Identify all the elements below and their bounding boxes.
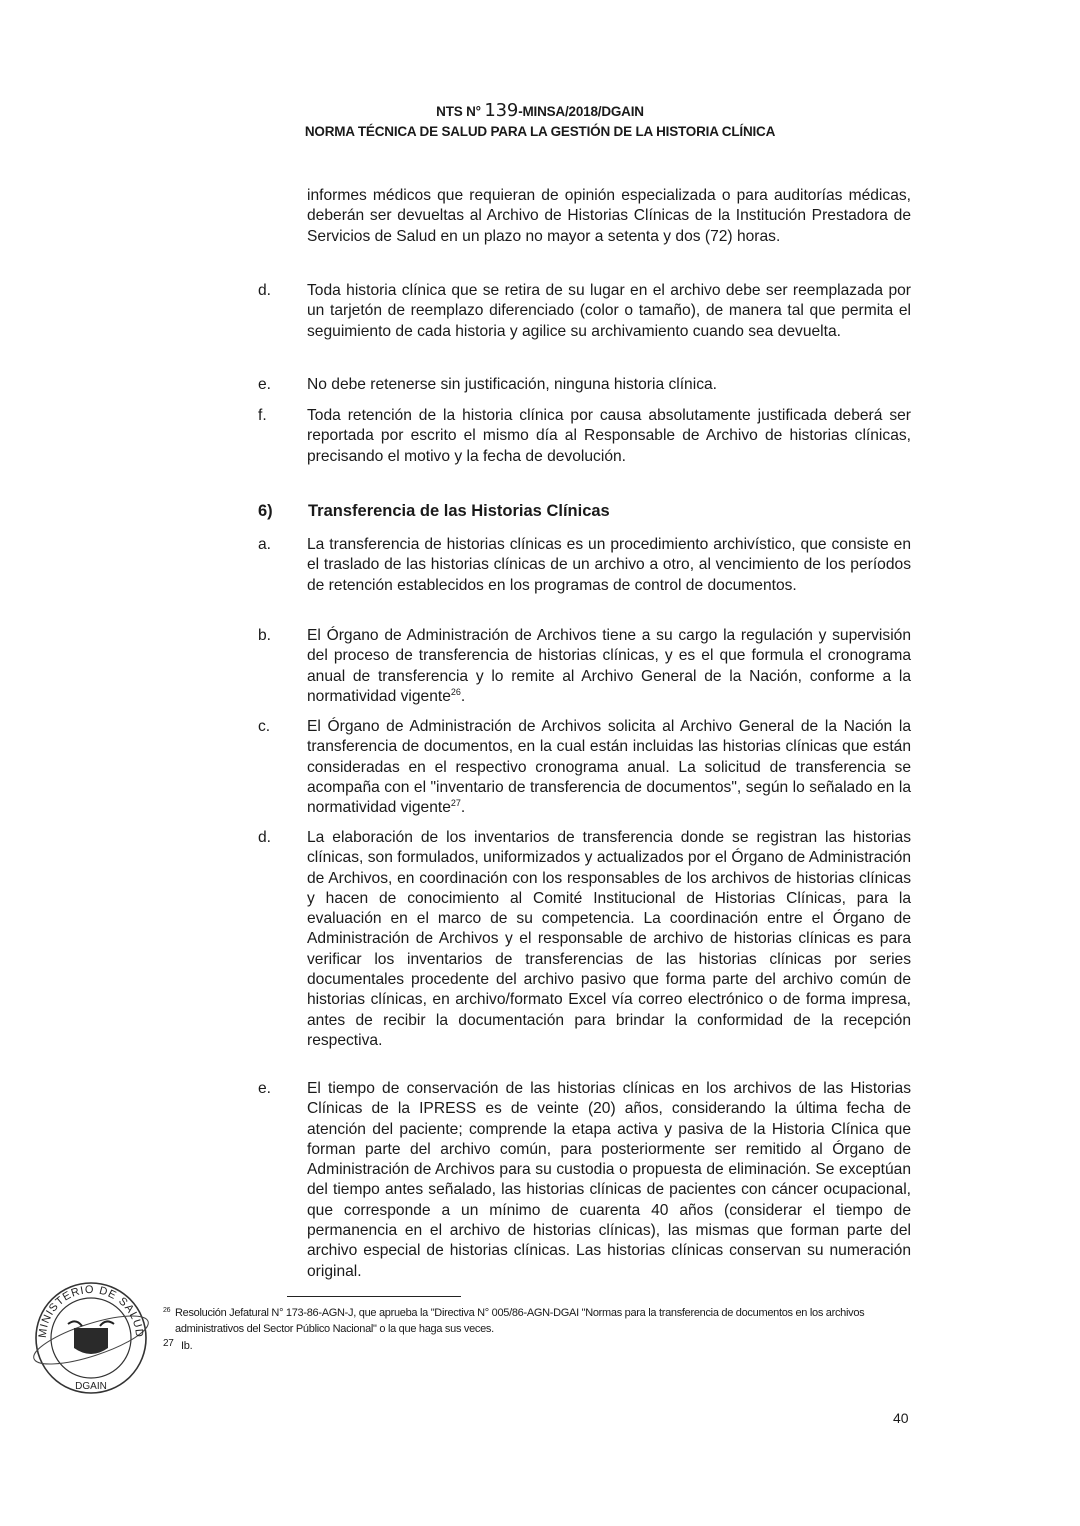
footnote-ref-27[interactable]: 27	[450, 798, 461, 808]
list-item-e: e. No debe retenerse sin justificación, ninguna historia clínica.	[258, 376, 717, 393]
svg-text:DGAIN: DGAIN	[75, 1381, 107, 1392]
footnote-26: 26 Resolución Jefatural N° 173-86-AGN-J, que aprueba la "Directiva N° 005/86-AGN-DGAI "Normas para la transferencia de documentos en los archivos administrativos del Sector Público Nacional" o la que haga sus veces.	[163, 1307, 865, 1335]
section-item-b: b. El Órgano de Administración de Archivos tiene a su cargo la regulación y supervisión del proceso de transferencia de historias clínicas, y es el que formula el cronograma anual de transferencia y lo remite al Archivo General de la Nación, conforme a la normatividad vigente$^{26}$.	[258, 627, 911, 705]
section-item-d: d. La elaboración de los inventarios de transferencia donde se registran las historias clínicas, son formulados, uniformizados y actualizados por el Órgano de Administración de Archivos, en coordinación con los responsables de los archivos de historias clínicas y hacen de conocimiento al Comité Institucional de Historias Clínicas, para la evaluación en el marco de su competencia. La coordinación entre el Órgano de Administración de Archivos y el responsable de archivo de historias clínicas es para verificar los inventarios de transferencias de las historias clínicas por series documentales procedente del archivo pasivo que forma parte del archivo común de historias clínicas, en archivo/formato Excel vía correo electrónico o de forma impresa, antes de recibir la documentación para brindar la conformidad de la recepción respectiva.	[258, 829, 911, 1049]
section-heading: 6) Transferencia de las Historias Clínicas	[258, 502, 610, 520]
svg-text:MINISTERIO DE SALUD: MINISTERIO DE SALUD	[36, 1283, 146, 1339]
footnote-ref-26[interactable]: 26	[450, 686, 461, 697]
continuation-paragraph: informes médicos que requieran de opinión especializada o para auditorías médicas, deberán ser devueltas al Archivo de Historias Clínicas de la Institución Prestadora de Servicios de Salud en un plazo no mayor a setenta y dos (72) horas.	[307, 187, 911, 245]
footnotes	[163, 1306, 915, 1355]
handwritten-norm-number: 139	[484, 100, 519, 121]
ministry-seal-stamp	[32, 1278, 150, 1398]
section-item-c: c. El Órgano de Administración de Archivos solicita al Archivo General de la Nación la transferencia de documentos, en la cual están incluidas las historias clínicas que están consideradas en el respectivo cronograma anual. La solicitud de transferencia se acompaña con el "inventario de transferencia de documentos", según lo señalado en la normatividad vigente$^{27}$.	[258, 718, 911, 817]
list-item-d: d. Toda historia clínica que se retira de su lugar en el archivo debe ser reemplazada por un tarjetón de reemplazo diferenciado (color o tamaño), de manera tal que permita el seguimiento de cada historia y agilice su archivamiento cuando sea devuelta.	[258, 282, 911, 340]
norm-code: NTS N° 139-MINSA/2018/DGAIN	[436, 100, 644, 121]
footnote-separator	[287, 1296, 461, 1297]
section-item-a: a. La transferencia de historias clínicas es un procedimiento archivístico, que consiste en el traslado de las historias clínicas de un archivo a otro, al vencimiento de los períodos de retención establecidos en los programas de control de documentos.	[258, 536, 911, 594]
footnote-27: 27 Ib.	[163, 1338, 193, 1352]
norm-title: NORMA TÉCNICA DE SALUD PARA LA GESTIÓN DE LA HISTORIA CLÍNICA	[304, 124, 776, 139]
page-number: 40	[893, 1410, 909, 1426]
list-item-f: f. Toda retención de la historia clínica por causa absolutamente justificada deberá ser reportada por escrito el mismo día al Responsable de Archivo de historias clínicas, precisando el motivo y la fecha de devolución.	[258, 407, 911, 465]
document-header	[0, 101, 1080, 142]
section-item-e: e. El tiempo de conservación de las historias clínicas en los archivos de las Historias Clínicas de la IPRESS es de veinte (20) años, considerando la última fecha de atención del paciente; comprende la etapa activa y pasiva de la Historia Clínica que forman parte del archivo común, para posteriormente ser remitido al Órgano de Administración de Archivos para su custodia o propuesta de eliminación. Se exceptúan del tiempo antes señalado, las historias clínicas de pacientes con cáncer ocupacional, que corresponde a un mínimo de cuarenta 40 años (considerar el tiempo de permanencia en el archivo de historias clínicas), las mismas que forman parte del archivo especial de historias clínicas. Las historias clínicas conservan su numeración original.	[258, 1080, 911, 1280]
